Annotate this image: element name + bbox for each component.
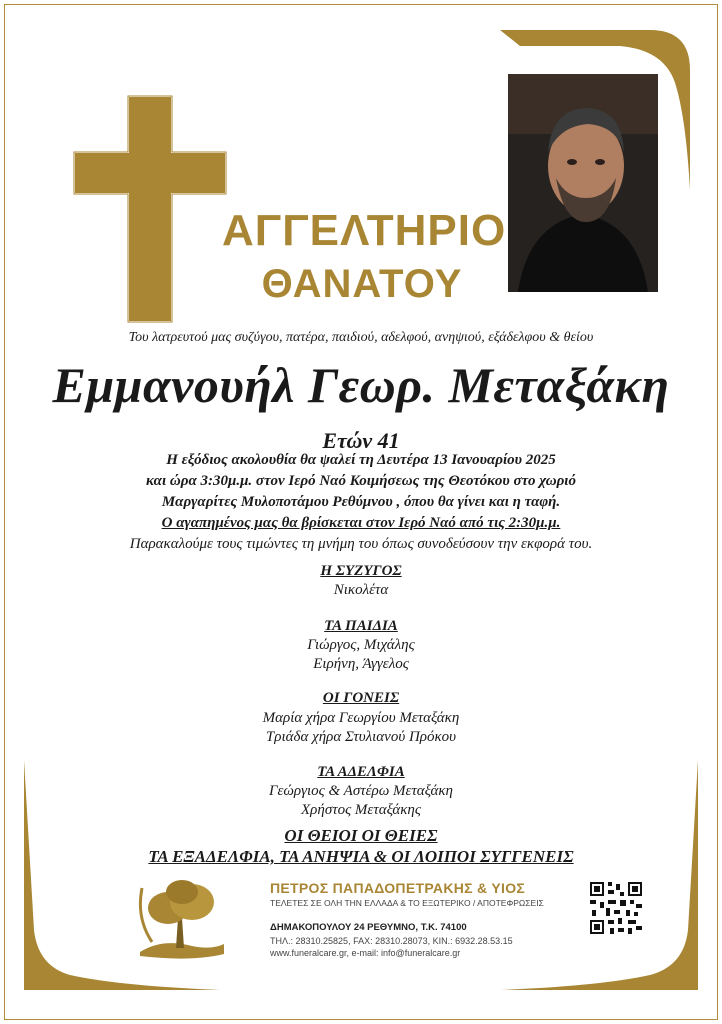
tree-logo-icon — [132, 868, 228, 964]
mourner-header-children: ΤΑ ΠΑΙΔΙΑ — [324, 618, 398, 634]
mourner-name: Μαρία χήρα Γεωργίου Μεταξάκη — [262, 710, 460, 726]
mourner-name: Γεώργιος & Αστέρω Μεταξάκη — [268, 783, 453, 799]
request-text: Παρακαλούμε τους τιμώντες τη μνήμη του όπως συνοδεύσουν την εκφορά του. — [129, 536, 593, 552]
business-web: www.funeralcare.gr, e-mail: info@funeralcare.gr — [270, 948, 461, 958]
cross-icon — [72, 94, 228, 324]
mourner-name: Νικολέτα — [333, 582, 389, 598]
info-line: και ώρα 3:30μ.μ. στον Ιερό Ναό Κοιμήσεως της Θεοτόκου στο χωριό — [146, 473, 576, 489]
age: Ετών 41 — [322, 428, 400, 453]
business-name: ΠΕΤΡΟΣ ΠΑΠΑΔΟΠΕΤΡΑΚΗΣ & ΥΙΟΣ — [270, 880, 526, 896]
business-tagline: ΤΕΛΕΤΕΣ ΣΕ ΟΛΗ ΤΗΝ ΕΛΛΑΔΑ & ΤΟ ΕΞΩΤΕΡΙΚΟ / ΑΠΟΤΕΦΡΩΣΕΙΣ — [270, 898, 544, 908]
mourner-header-spouse: Η ΣΥΖΥΓΟΣ — [320, 563, 402, 579]
business-address: ΔΗΜΑΚΟΠΟΥΛΟΥ 24 ΡΕΘΥΜΝΟ, Τ.Κ. 74100 — [270, 922, 467, 933]
business-info — [270, 880, 590, 958]
heading-line2: ΘΑΝΑΤΟΥ — [261, 262, 463, 306]
mourner-name: Γιώργος, Μιχάλης — [307, 637, 415, 653]
closing-line: ΤΑ ΕΞΑΔΕΛΦΙΑ, ΤΑ ΑΝΗΨΙΑ & ΟΙ ΛΟΙΠΟΙ ΣΥΓΓΕΝΕΙΣ — [148, 847, 574, 866]
mourner-name: Χρήστος Μεταξάκης — [301, 802, 421, 818]
deceased-name: Εμμανουήλ Γεωρ. Μεταξάκη — [52, 357, 670, 413]
qr-code-icon — [588, 880, 644, 936]
info-visitation: Ο αγαπημένος μας θα βρίσκεται στον Ιερό Ναό από τις 2:30μ.μ. — [161, 515, 561, 531]
mourner-header-siblings: ΤΑ ΑΔΕΛΦΙΑ — [317, 764, 405, 780]
subtitle: Του λατρευτού μας συζύγου, πατέρα, παιδιού, αδελφού, ανηψιού, εξάδελφου & θείου — [128, 330, 594, 345]
mourner-header-parents: ΟΙ ΓΟΝΕΙΣ — [322, 690, 400, 706]
heading-line1: ΑΓΓΕΛΤΗΡΙΟ — [222, 206, 507, 255]
mourner-name: Τριάδα χήρα Στυλιανού Πρόκου — [265, 729, 457, 745]
deceased-photo — [508, 74, 658, 292]
info-line: Η εξόδιος ακολουθία θα ψαλεί τη Δευτέρα 13 Ιανουαρίου 2025 — [166, 452, 556, 468]
info-line: Μαργαρίτες Μυλοποτάμου Ρεθύμνου , όπου θα γίνει και η ταφή. — [161, 494, 561, 510]
business-phones: ΤΗΛ.: 28310.25825, FAX: 28310.28073, ΚΙΝ.: 6932.28.53.15 — [270, 936, 513, 946]
mourner-name: Ειρήνη, Άγγελος — [313, 656, 409, 672]
closing-line: ΟΙ ΘΕΙΟΙ ΟΙ ΘΕΙΕΣ — [284, 826, 438, 845]
